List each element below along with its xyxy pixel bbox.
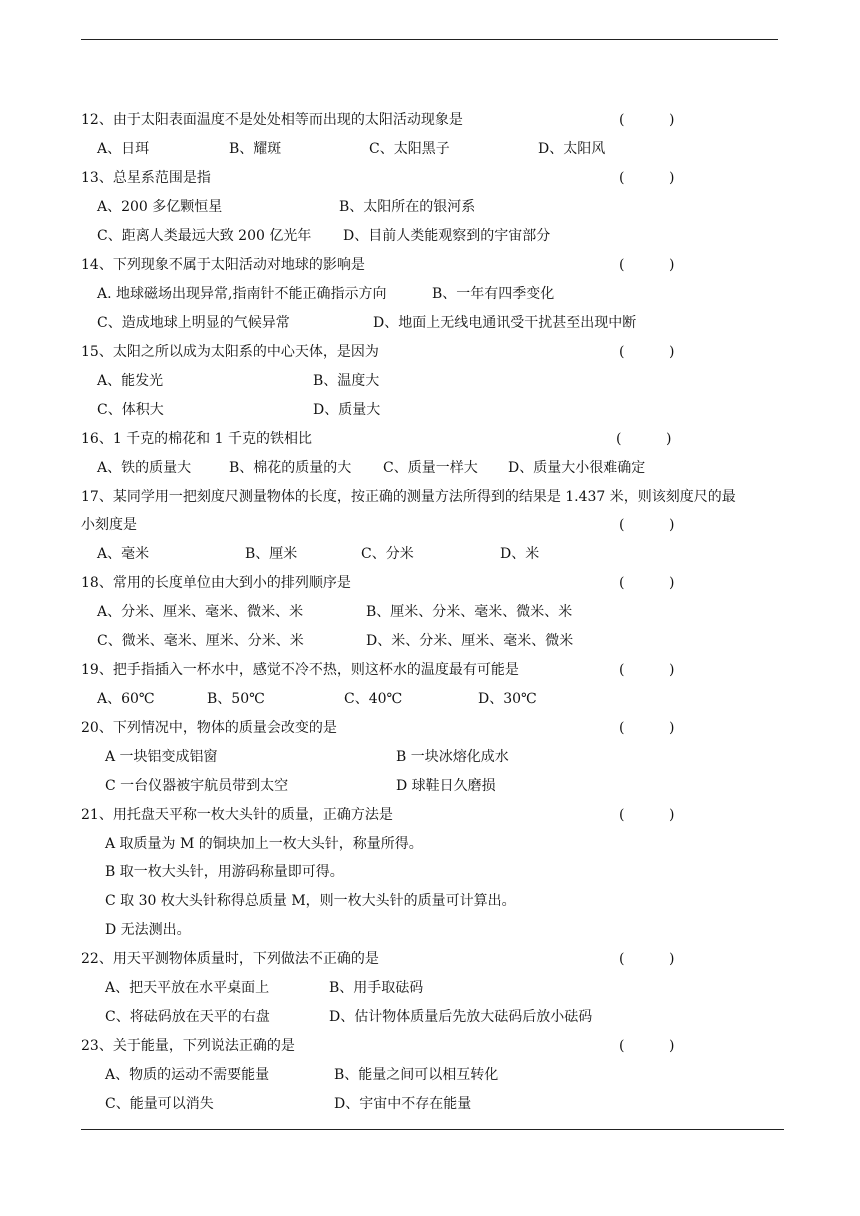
text-line: D 球鞋日久磨损	[396, 778, 496, 794]
text-line: B、耀斑	[229, 141, 282, 157]
text-line: A、能发光	[97, 373, 164, 389]
text-line: B、太阳所在的银河系	[339, 199, 476, 215]
text-line: A、日珥	[97, 141, 150, 157]
text-line: D、质量大小很难确定	[508, 460, 646, 476]
text-line: 22、用天平测物体质量时，下列做法不正确的是	[81, 951, 379, 967]
answer-bracket: ( )	[619, 344, 675, 360]
text-line: 21、用托盘天平称一枚大头针的质量，正确方法是	[81, 807, 393, 823]
answer-bracket: ( )	[619, 112, 675, 128]
text-line: C、能量可以消失	[105, 1096, 214, 1112]
text-line: D、太阳风	[538, 141, 606, 157]
text-line: A、200 多亿颗恒星	[97, 199, 223, 215]
text-line: D、米、分米、厘米、毫米、微米	[366, 633, 574, 649]
text-line: D、宇宙中不存在能量	[334, 1096, 472, 1112]
header-rule	[81, 39, 778, 40]
text-line: A、60℃	[97, 691, 155, 707]
text-line: C、将砝码放在天平的右盘	[105, 1009, 270, 1025]
answer-bracket: ( )	[619, 257, 675, 273]
text-line: D、目前人类能观察到的宇宙部分	[343, 228, 551, 244]
text-line: A 一块铝变成铝窗	[105, 749, 218, 765]
text-line: 19、把手指插入一杯水中，感觉不冷不热，则这杯水的温度最有可能是	[81, 662, 519, 678]
text-line: C 一台仪器被宇航员带到太空	[105, 778, 289, 794]
answer-bracket: ( )	[619, 517, 675, 533]
text-line: 14、下列现象不属于太阳活动对地球的影响是	[81, 257, 365, 273]
text-line: B、用手取砝码	[329, 980, 424, 996]
text-line: D、估计物体质量后先放大砝码后放小砝码	[329, 1009, 593, 1025]
text-line: A、铁的质量大	[97, 460, 192, 476]
text-line: C、质量一样大	[383, 460, 478, 476]
text-line: D、地面上无线电通讯受干扰甚至出现中断	[373, 315, 637, 331]
text-line: B、50℃	[207, 691, 265, 707]
answer-bracket: ( )	[619, 1038, 675, 1054]
text-line: C、距离人类最远大致 200 亿光年	[97, 228, 312, 244]
text-line: B、厘米	[245, 546, 298, 562]
text-line: B、能量之间可以相互转化	[334, 1067, 499, 1083]
text-line: A、分米、厘米、毫米、微米、米	[97, 604, 304, 620]
text-line: B 一块冰熔化成水	[396, 749, 509, 765]
text-line: 12、由于太阳表面温度不是处处相等而出现的太阳活动现象是	[81, 112, 463, 128]
text-line: C、微米、毫米、厘米、分米、米	[97, 633, 304, 649]
text-line: A、把天平放在水平桌面上	[105, 980, 270, 996]
text-line: C、40℃	[344, 691, 403, 707]
text-line: C、造成地球上明显的气候异常	[97, 315, 290, 331]
text-line: C、体积大	[97, 402, 164, 418]
text-line: D、30℃	[478, 691, 537, 707]
answer-bracket: ( )	[619, 807, 675, 823]
text-line: D、米	[500, 546, 540, 562]
text-line: 13、总星系范围是指	[81, 170, 211, 186]
answer-bracket: ( )	[619, 662, 675, 678]
text-line: B、厘米、分米、毫米、微米、米	[366, 604, 573, 620]
text-line: B、温度大	[313, 373, 380, 389]
text-line: C、分米	[361, 546, 414, 562]
text-line: 小刻度是	[81, 517, 137, 533]
answer-bracket: ( )	[619, 720, 675, 736]
text-line: D、质量大	[313, 402, 381, 418]
text-line: B 取一枚大头针，用游码称量即可得。	[105, 864, 344, 880]
answer-bracket: ( )	[619, 170, 675, 186]
answer-bracket: ( )	[619, 951, 675, 967]
text-line: 20、下列情况中，物体的质量会改变的是	[81, 720, 337, 736]
text-line: A、物质的运动不需要能量	[105, 1067, 270, 1083]
text-line: 17、某同学用一把刻度尺测量物体的长度，按正确的测量方法所得到的结果是 1.437 米，则该刻度尺的最	[81, 489, 736, 505]
text-line: C、太阳黑子	[369, 141, 450, 157]
text-line: 18、常用的长度单位由大到小的排列顺序是	[81, 575, 351, 591]
answer-bracket: ( )	[619, 575, 675, 591]
footer-rule	[81, 1129, 784, 1130]
text-line: 23、关于能量，下列说法正确的是	[81, 1038, 295, 1054]
answer-bracket: ( )	[616, 431, 672, 447]
text-line: D 无法测出。	[105, 922, 191, 938]
text-line: 16、1 千克的棉花和 1 千克的铁相比	[81, 431, 312, 447]
text-line: C 取 30 枚大头针称得总质量 M，则一枚大头针的质量可计算出。	[105, 893, 516, 909]
text-line: A. 地球磁场出现异常,指南针不能正确指示方向	[97, 286, 387, 302]
text-line: B、一年有四季变化	[432, 286, 555, 302]
text-line: B、棉花的质量的大	[229, 460, 352, 476]
text-line: A 取质量为 M 的铜块加上一枚大头针，称量所得。	[105, 836, 423, 852]
text-line: A、毫米	[97, 546, 150, 562]
text-line: 15、太阳之所以成为太阳系的中心天体，是因为	[81, 344, 379, 360]
